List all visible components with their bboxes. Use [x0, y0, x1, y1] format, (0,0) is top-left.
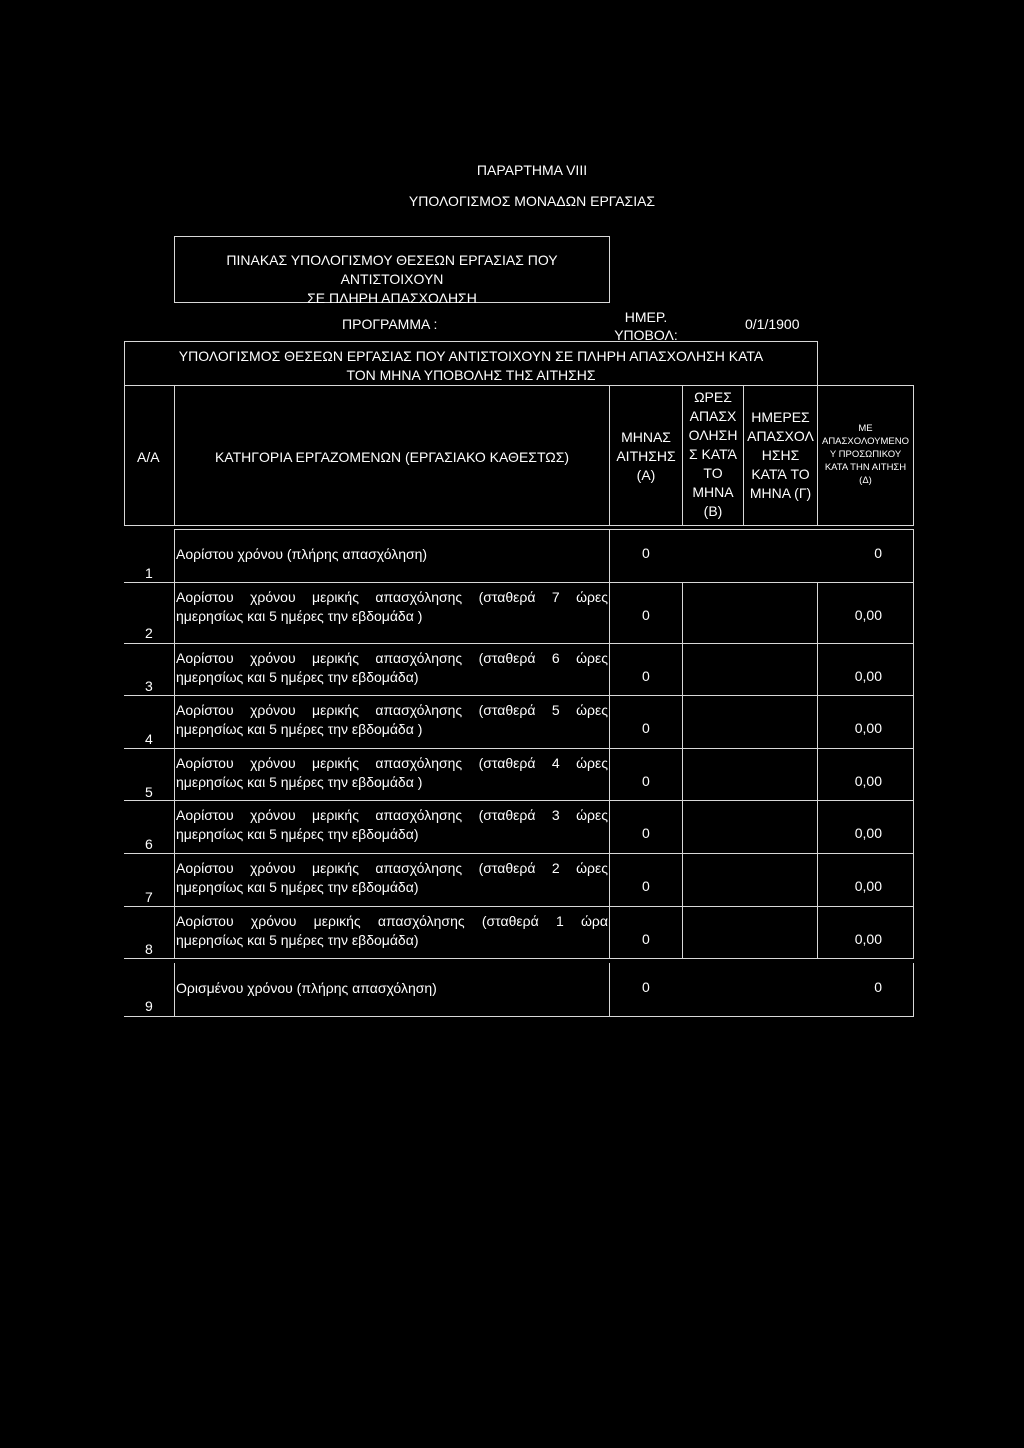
- appendix-title: ΠΑΡΑΡΤΗΜΑ VIII: [476, 162, 588, 178]
- table-row: [174, 958, 914, 959]
- category-description: Αορίστου χρόνου μερικής απασχόλησης (σταθερά 7 ώρες ημερησίως και 5 ημέρες την εβδομάδα ): [176, 589, 608, 624]
- row-number: 7: [145, 889, 153, 905]
- month-value: 0: [642, 825, 650, 841]
- category-description: Αορίστου χρόνου (πλήρης απασχόληση): [176, 546, 428, 562]
- staff-result: 0,00: [854, 607, 882, 623]
- column-staff: ΜΕ ΑΠΑΣΧΟΛΟΥΜΕΝΟ Υ ΠΡΟΣΩΠΙΚΟΥ ΚΑΤΑ ΤΗΝ ΑΙΤΗΣΗ (Δ): [821, 423, 910, 486]
- column-days: ΗΜΕΡΕΣ ΑΠΑΣΧΟΛ ΗΣΗΣ ΚΑΤΆ ΤΟ ΜΗΝΑ (Γ): [747, 409, 814, 501]
- table-row: [174, 800, 914, 801]
- category-description: Αορίστου χρόνου μερικής απασχόλησης (σταθερά 4 ώρες ημερησίως και 5 ημέρες την εβδομάδα ): [176, 755, 608, 790]
- staff-result: 0,00: [854, 668, 882, 684]
- submission-date-value: 0/1/1900: [745, 316, 800, 332]
- month-value: 0: [642, 773, 650, 789]
- row-number: 6: [145, 836, 153, 852]
- table-row: [174, 695, 914, 696]
- table-title-box: [174, 236, 610, 306]
- month-value: 0: [642, 979, 650, 995]
- staff-result: 0,00: [854, 773, 882, 789]
- row-number: 3: [145, 678, 153, 694]
- staff-result: 0,00: [854, 878, 882, 894]
- month-value: 0: [642, 545, 650, 561]
- row-number: 5: [145, 784, 153, 800]
- table-row: [174, 1016, 914, 1017]
- program-label: ΠΡΟΓΡΑΜΜΑ :: [342, 316, 438, 332]
- calc-title: ΥΠΟΛΟΓΙΣΜΟΣ ΘΕΣΕΩΝ ΕΡΓΑΣΙΑΣ ΠΟΥ ΑΝΤΙΣΤΟΙΧΟΥΝ ΣΕ ΠΛΗΡΗ ΑΠΑΣΧΟΛΗΣΗ ΚΑΤΑ ΤΟΝ ΜΗΝΑ ΥΠΟΒΟΛΗΣ ΤΗΣ ΑΙΤΗΣΗΣ: [178, 348, 764, 383]
- staff-result: 0,00: [854, 825, 882, 841]
- column-hours: ΩΡΕΣ ΑΠΑΣΧ ΟΛΗΣΗ Σ ΚΑΤΆ ΤΟ ΜΗΝΑ (Β): [688, 389, 738, 519]
- staff-result: 0,00: [854, 720, 882, 736]
- category-description: Αορίστου χρόνου μερικής απασχόλησης (σταθερά 1 ώρα ημερησίως και 5 ημέρες την εβδομάδα): [176, 913, 608, 948]
- table-row: [174, 582, 914, 583]
- category-description: Αορίστου χρόνου μερικής απασχόλησης (σταθερά 3 ώρες ημερησίως και 5 ημέρες την εβδομάδα): [176, 807, 608, 842]
- column-category: ΚΑΤΗΓΟΡΙΑ ΕΡΓΑΖΟΜΕΝΩΝ (ΕΡΓΑΣΙΑΚΟ ΚΑΘΕΣΤΩΣ): [214, 449, 570, 465]
- month-value: 0: [642, 878, 650, 894]
- month-value: 0: [642, 931, 650, 947]
- row-number: 8: [145, 941, 153, 957]
- category-description: Ορισμένου χρόνου (πλήρης απασχόληση): [176, 980, 437, 996]
- row-number: 9: [145, 998, 153, 1014]
- document-subtitle: ΥΠΟΛΟΓΙΣΜΟΣ ΜΟΝΑΔΩΝ ΕΡΓΑΣΙΑΣ: [408, 193, 656, 209]
- column-month: ΜΗΝΑΣ ΑΙΤΗΣΗΣ (Α): [616, 429, 676, 483]
- row-number: 1: [145, 565, 153, 581]
- table-row: [174, 748, 914, 749]
- table-row: [174, 906, 914, 907]
- month-value: 0: [642, 668, 650, 684]
- table-row: [174, 853, 914, 854]
- submission-date-label: ΗΜΕΡ. ΥΠΟΒΟΛ:: [614, 309, 678, 343]
- column-aa: Α/Α: [137, 449, 160, 465]
- row-number: 2: [145, 625, 153, 641]
- row-number: 4: [145, 731, 153, 747]
- staff-result: 0: [874, 979, 882, 995]
- category-description: Αορίστου χρόνου μερικής απασχόλησης (σταθερά 2 ώρες ημερησίως και 5 ημέρες την εβδομάδα): [176, 860, 608, 895]
- category-description: Αορίστου χρόνου μερικής απασχόλησης (σταθερά 6 ώρες ημερησίως και 5 ημέρες την εβδομάδα): [176, 650, 608, 685]
- table-title: ΠΙΝΑΚΑΣ ΥΠΟΛΟΓΙΣΜΟΥ ΘΕΣΕΩΝ ΕΡΓΑΣΙΑΣ ΠΟΥ ΑΝΤΙΣΤΟΙΧΟΥΝ ΣΕ ΠΛΗΡΗ ΑΠΑΣΧΟΛΗΣΗ: [226, 252, 558, 306]
- category-description: Αορίστου χρόνου μερικής απασχόλησης (σταθερά 5 ώρες ημερησίως και 5 ημέρες την εβδομάδα ): [176, 702, 608, 737]
- table-row: [174, 643, 914, 644]
- month-value: 0: [642, 720, 650, 736]
- staff-result: 0,00: [854, 931, 882, 947]
- month-value: 0: [642, 607, 650, 623]
- staff-result: 0: [874, 545, 882, 561]
